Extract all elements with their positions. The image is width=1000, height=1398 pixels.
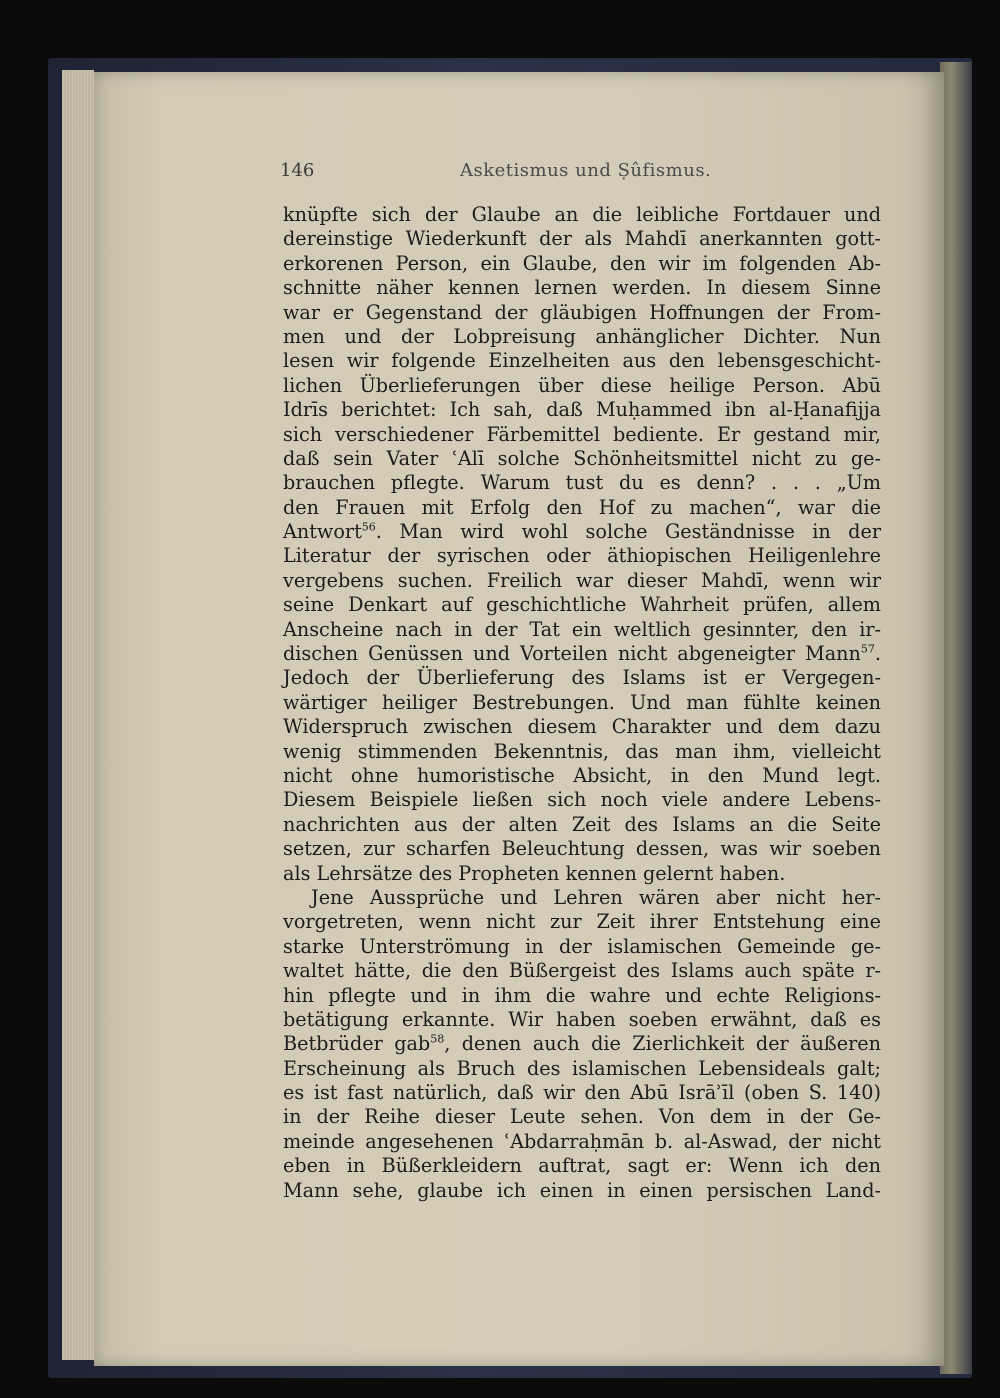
text-line <box>283 1081 881 1105</box>
text-line <box>283 862 881 886</box>
line-text: Betbrüder gab <box>283 1032 431 1056</box>
footnote-marker: 58 <box>430 1032 445 1046</box>
text-line <box>283 618 881 642</box>
text-line <box>283 496 881 520</box>
text-line <box>283 325 881 349</box>
footnote-marker: 56 <box>361 520 376 534</box>
text-line <box>283 886 881 910</box>
line-text: vergebens suchen. Freilich war dieser Mahdī, wenn wir <box>283 568 881 592</box>
line-text: Widerspruch zwischen diesem Charakter und dem dazu <box>283 715 881 739</box>
line-text: meinde angesehenen ʿAbdarraḥmān b. al-Aswad, der nicht <box>283 1129 881 1153</box>
text-line <box>283 984 881 1008</box>
text-line <box>283 1008 881 1032</box>
line-text: Jene Aussprüche und Lehren wären aber nicht her- <box>311 885 881 909</box>
text-line <box>283 252 881 276</box>
line-text-continued: . Man wird wohl solche Geständnisse in der <box>375 520 881 544</box>
line-text: Mann sehe, glaube ich einen in einen persischen Land- <box>283 1178 881 1202</box>
line-text: wenig stimmenden Bekenntnis, das man ihm, vielleicht <box>283 739 881 763</box>
line-text: eben in Büßerkleidern auftrat, sagt er: Wenn ich den <box>283 1154 881 1178</box>
line-text-continued: . <box>874 642 881 666</box>
footnote-marker: 57 <box>860 642 875 656</box>
text-line <box>283 788 881 812</box>
text-line <box>283 520 881 544</box>
line-text: lichen Überlieferungen über diese heilige Person. Abū <box>283 373 881 397</box>
text-line <box>283 666 881 690</box>
line-text: starke Unterströmung in der islamischen Gemeinde ge- <box>283 934 881 958</box>
line-text: Antwort <box>283 520 362 544</box>
text-line <box>283 740 881 764</box>
text-line <box>283 471 881 495</box>
line-text: men und der Lobpreisung anhänglicher Dichter. Nun <box>283 324 881 348</box>
line-text: wärtiger heiliger Bestrebungen. Und man fühlte keinen <box>283 690 881 714</box>
line-text: betätigung erkannte. Wir haben soeben erwähnt, daß es <box>283 1007 881 1031</box>
line-text: Jedoch der Überlieferung des Islams ist er Vergegen- <box>283 666 881 690</box>
text-line <box>283 1032 881 1056</box>
text-line <box>283 203 881 227</box>
line-text: brauchen pflegte. Warum tust du es denn? . . . „Um <box>283 471 881 495</box>
line-text: schnitte näher kennen lernen werden. In diesem Sinne <box>283 276 881 300</box>
line-text: Erscheinung als Bruch des islamischen Lebensideals galt; <box>283 1056 881 1080</box>
line-text: den Frauen mit Erfolg den Hof zu machen“, war die <box>283 495 881 519</box>
text-line <box>283 813 881 837</box>
line-text: als Lehrsätze des Propheten kennen gelernt haben. <box>283 861 786 885</box>
text-line <box>283 423 881 447</box>
line-text: dischen Genüssen und Vorteilen nicht abgeneigter Mann <box>283 642 861 666</box>
line-text: Literatur der syrischen oder äthiopischen Heiligenlehre <box>283 544 881 568</box>
text-line <box>283 227 881 251</box>
text-line <box>283 959 881 983</box>
page-header <box>280 160 900 190</box>
running-title: Asketismus und Ṣûfismus. <box>460 160 712 181</box>
text-line <box>283 837 881 861</box>
text-line <box>283 301 881 325</box>
line-text: Diesem Beispiele ließen sich noch viele andere Lebens- <box>283 788 881 812</box>
text-line <box>283 276 881 300</box>
text-line <box>283 569 881 593</box>
text-line <box>283 349 881 373</box>
line-text: setzen, zur scharfen Beleuchtung dessen, was wir soeben <box>283 837 881 861</box>
line-text: hin pflegte und in ihm die wahre und echte Religions- <box>283 983 881 1007</box>
text-line <box>283 1179 881 1203</box>
text-line <box>283 1154 881 1178</box>
line-text: sich verschiedener Färbemittel bediente. Er gestand mir, <box>283 422 881 446</box>
line-text: nachrichten aus der alten Zeit des Islams an die Seite <box>283 812 881 836</box>
line-text: knüpfte sich der Glaube an die leibliche Fortdauer und <box>283 203 881 226</box>
page-edges <box>62 70 94 1360</box>
text-line <box>283 1105 881 1129</box>
text-line <box>283 374 881 398</box>
line-text: vorgetreten, wenn nicht zur Zeit ihrer Entstehung eine <box>283 910 881 934</box>
line-text: es ist fast natürlich, daß wir den Abū Isrāʾīl (oben S. 140) <box>283 1081 881 1105</box>
line-text: in der Reihe dieser Leute sehen. Von dem in der Ge- <box>283 1105 881 1129</box>
text-line <box>283 935 881 959</box>
text-line <box>283 1057 881 1081</box>
book-cover-edge <box>940 62 972 1374</box>
line-text: Anscheine nach in der Tat ein weltlich gesinnter, den ir- <box>283 617 881 641</box>
text-line <box>283 910 881 934</box>
line-text: seine Denkart auf geschichtliche Wahrheit prüfen, allem <box>283 593 881 617</box>
text-line <box>283 691 881 715</box>
text-line <box>283 1130 881 1154</box>
line-text: lesen wir folgende Einzelheiten aus den lebensgeschicht- <box>283 349 881 373</box>
line-text: war er Gegenstand der gläubigen Hoffnungen der From- <box>283 300 881 324</box>
text-line <box>283 544 881 568</box>
text-line <box>283 715 881 739</box>
text-line <box>283 764 881 788</box>
line-text-continued: , denen auch die Zierlichkeit der äußeren <box>444 1032 881 1056</box>
text-line <box>283 398 881 422</box>
line-text: Idrīs berichtet: Ich sah, daß Muḥammed ibn al-Ḥanafijja <box>283 398 881 422</box>
body-text <box>283 203 881 1203</box>
text-line <box>283 593 881 617</box>
line-text: waltet hätte, die den Büßergeist des Islams auch späte r- <box>283 959 881 983</box>
line-text: daß sein Vater ʿAlī solche Schönheitsmittel nicht zu ge- <box>283 446 881 470</box>
line-text: erkorenen Person, ein Glaube, den wir im folgenden Ab- <box>283 251 881 275</box>
text-line <box>283 642 881 666</box>
line-text: dereinstige Wiederkunft der als Mahdī anerkannten gott- <box>283 227 881 251</box>
line-text: nicht ohne humoristische Absicht, in den Mund legt. <box>283 763 881 787</box>
text-line <box>283 447 881 471</box>
page-number: 146 <box>280 160 315 181</box>
